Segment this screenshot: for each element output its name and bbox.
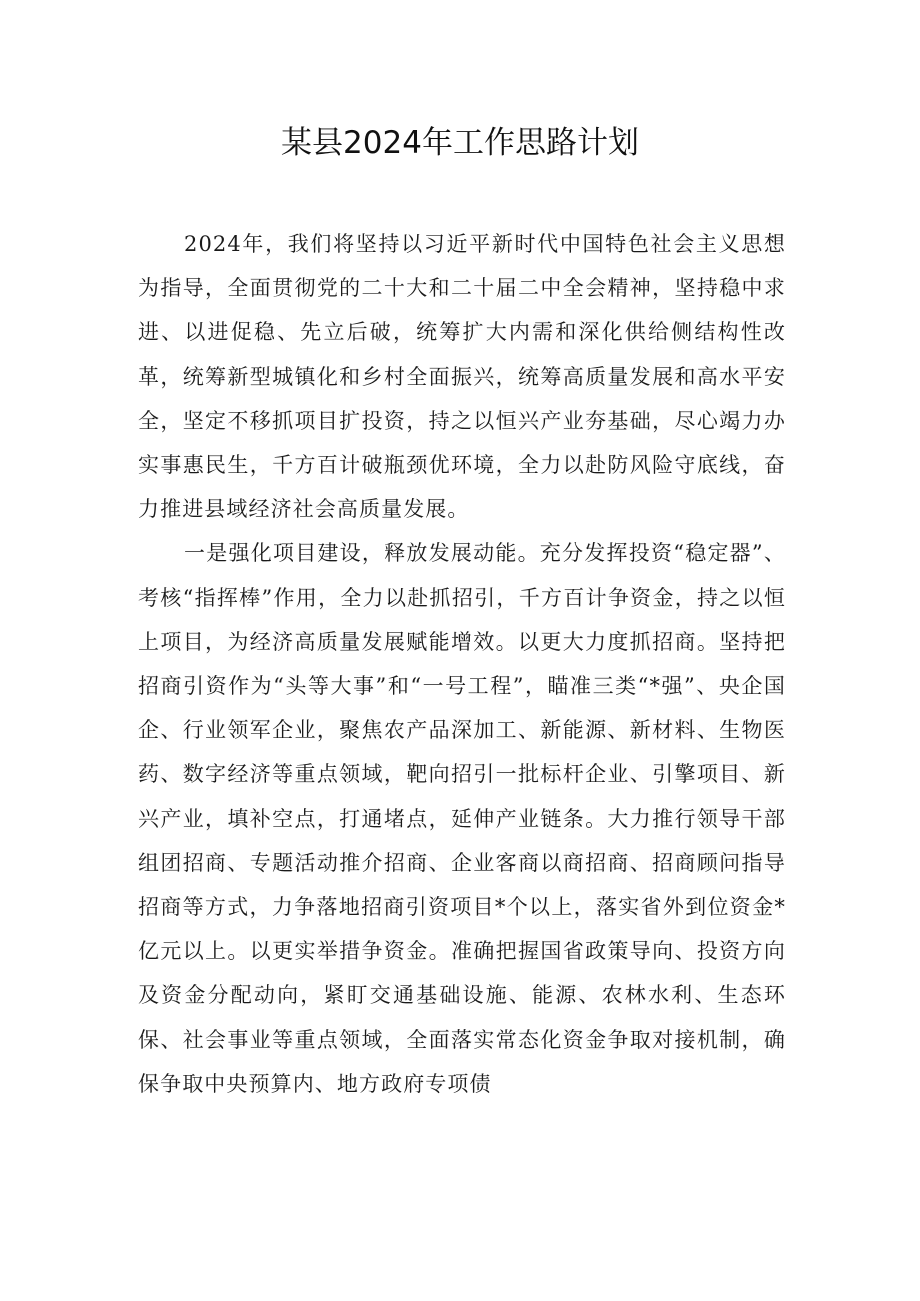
paragraph-intro: 2024年，我们将坚持以习近平新时代中国特色社会主义思想为指导，全面贯彻党的二十大和二十届二中全会精神，坚持稳中求进、以进促稳、先立后破，统筹扩大内需和深化供给侧结构性改革，统筹新型城镇化和乡村全面振兴，统筹高质量发展和高水平安全，坚定不移抓项目扩投资，持之以恒兴产业夯基础，尽心竭力办实事惠民生，千方百计破瓶颈优环境，全力以赴防风险守底线，奋力推进县域经济社会高质量发展。	[138, 232, 786, 522]
document-title: 某县2024年工作思路计划	[281, 125, 639, 161]
paragraph-project-construction: 一是强化项目建设，释放发展动能。充分发挥投资“稳定器”、考核“指挥棒”作用，全力以赴抓招引，千方百计争资金，持之以恒上项目，为经济高质量发展赋能增效。以更大力度抓招商。坚持把招商引资作为“头等大事”和“一号工程”，瞄准三类“*强”、央企国企、行业领军企业，聚焦农产品深加工、新能源、新材料、生物医药、数字经济等重点领域，靶向招引一批标杆企业、引擎项目、新兴产业，填补空点，打通堵点，延伸产业链条。大力推行领导干部组团招商、专题活动推介招商、企业客商以商招商、招商顾问指导招商等方式，力争落地招商引资项目*个以上，落实省外到位资金*亿元以上。以更实举措争资金。准确把握国省政策导向、投资方向及资金分配动向，紧盯交通基础设施、能源、农林水利、生态环保、社会事业等重点领域，全面落实常态化资金争取对接机制，确保争取中央预算内、地方政府专项债	[138, 541, 786, 1096]
document-body	[138, 222, 786, 1106]
